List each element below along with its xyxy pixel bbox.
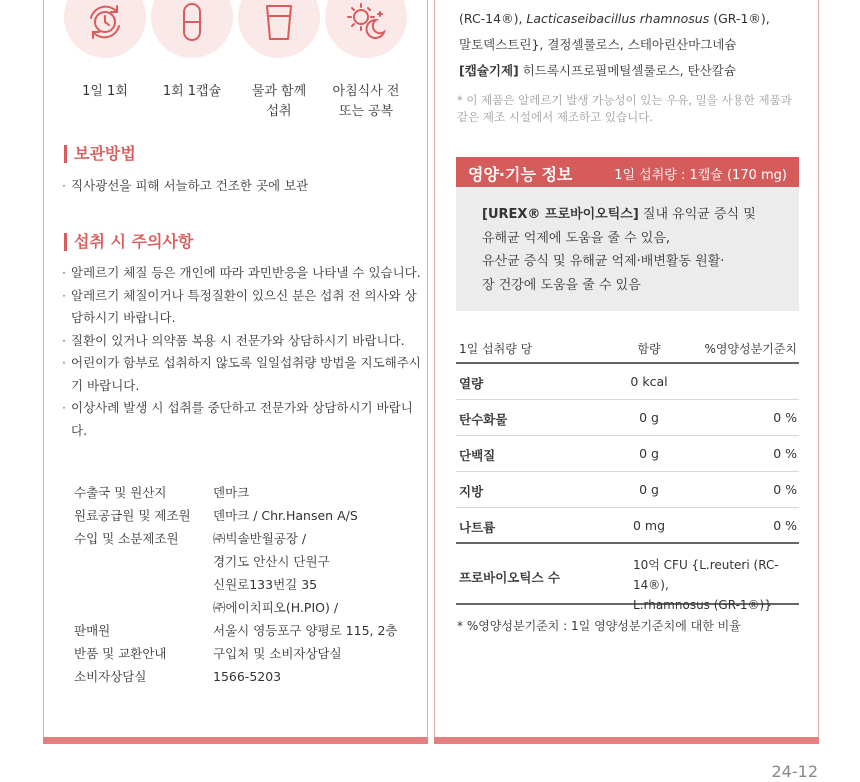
info-row bbox=[74, 642, 423, 665]
serving-size: 1일 섭취량 : 1캡슐 (170 mg) bbox=[614, 168, 787, 183]
usage-label: 아침식사 전 또는 공복 bbox=[332, 84, 400, 119]
bottom-bar bbox=[43, 737, 428, 744]
table-row bbox=[456, 436, 799, 472]
nutrient-amount: 0 g bbox=[639, 446, 659, 461]
info-row bbox=[74, 619, 423, 642]
usage-icon-circle bbox=[151, 0, 233, 58]
nutrient-pct: 0 % bbox=[773, 446, 797, 461]
nutrition-header bbox=[456, 157, 799, 187]
nutrient-name: 나트륨 bbox=[459, 520, 496, 535]
capsule-label: [캡슐기제] bbox=[459, 63, 519, 78]
nutrient-amount: 0 g bbox=[639, 410, 659, 425]
nutrition-title: 영양·기능 정보 bbox=[468, 165, 573, 184]
storage-title: 보관방법 bbox=[64, 145, 136, 163]
nutrient-name: 열량 bbox=[459, 376, 484, 391]
function-text: 질내 유익균 증식 및 유해균 억제에 도움을 줄 수 있음, 유산균 증식 및 유해균 억제·배변활동 원활· 장 건강에 도움을 줄 수 있음 bbox=[482, 207, 756, 293]
header-cell: %영양성분기준치 bbox=[704, 342, 797, 356]
info-key: 판매원 bbox=[74, 623, 111, 638]
info-value: ㈜빅솔반월공장 / 경기도 안산시 단원구 신원로133번길 35 ㈜에이치피오(H.PIO) / bbox=[213, 531, 339, 615]
caution-list bbox=[62, 262, 424, 442]
function-label: [UREX® 프로바이오틱스] bbox=[482, 207, 639, 222]
usage-label: 1회 1캡슐 bbox=[162, 84, 222, 99]
capsule-text: 히드록시프로필메틸셀룰로스, 탄산칼슘 bbox=[518, 63, 736, 78]
info-key: 수출국 및 원산지 bbox=[74, 485, 167, 500]
storage-list bbox=[62, 175, 424, 198]
nutrient-pct: 0 % bbox=[773, 482, 797, 497]
sun-moon-icon bbox=[346, 2, 386, 42]
nutrient-amount: 0 g bbox=[639, 482, 659, 497]
nutrient-pct: 0 % bbox=[773, 518, 797, 533]
footnote: * %영양성분기준치 : 1일 영양성분기준치에 대한 비율 bbox=[457, 619, 741, 633]
info-row bbox=[74, 504, 423, 527]
page-number: 24-12 bbox=[771, 762, 818, 781]
function-box bbox=[456, 187, 799, 311]
allergy-note: * 이 제품은 알레르기 발생 가능성이 있는 우유, 밀을 사용한 제품과 같은 제조 시설에서 제조하고 있습니다. bbox=[457, 93, 792, 124]
product-info-table bbox=[74, 481, 423, 688]
left-panel bbox=[43, 0, 428, 744]
info-value: 구입처 및 소비자상담실 bbox=[213, 646, 342, 661]
info-value: 1566-5203 bbox=[213, 669, 282, 684]
table-row bbox=[456, 472, 799, 508]
ingredients-line: 말토덱스트린}, 결정셀룰로스, 스테아린산마그네슘 bbox=[459, 37, 737, 52]
nutrient-name: 지방 bbox=[459, 484, 484, 499]
nutrient-amount: 0 kcal bbox=[630, 374, 668, 389]
info-key: 원료공급원 및 제조원 bbox=[74, 508, 191, 523]
nutrient-name: 단백질 bbox=[459, 448, 496, 463]
usage-icon-circle bbox=[325, 0, 407, 58]
bottom-bar bbox=[434, 737, 819, 744]
list-item: · 이상사례 발생 시 섭취를 중단하고 전문가와 상담하시기 바랍니다. bbox=[62, 397, 424, 442]
info-row bbox=[74, 665, 423, 688]
probiotics-label: 프로바이오틱스 수 bbox=[459, 570, 560, 585]
info-row bbox=[74, 481, 423, 504]
info-key: 반품 및 교환안내 bbox=[74, 646, 167, 661]
nutrient-amount: 0 mg bbox=[632, 518, 666, 533]
nutrient-name: 탄수화물 bbox=[459, 412, 508, 427]
table-row bbox=[456, 400, 799, 436]
header-cell: 1일 섭취량 당 bbox=[459, 342, 533, 356]
probiotics-row bbox=[456, 545, 799, 612]
list-item: · 질환이 있거나 의약품 복용 시 전문가와 상담하시기 바랍니다. bbox=[62, 330, 424, 353]
nutrition-table-header bbox=[456, 338, 799, 364]
ingredients-line: (GR-1®), bbox=[709, 11, 770, 26]
list-item: · 알레르기 체질 등은 개인에 따라 과민반응을 나타낼 수 있습니다. bbox=[62, 262, 424, 285]
probiotics-value: 10억 CFU {L.reuteri (RC-14®), L.rhamnosus (GR-1®)} bbox=[633, 558, 779, 612]
info-key: 소비자상담실 bbox=[74, 669, 147, 684]
usage-label: 1일 1회 bbox=[82, 84, 128, 99]
clock-cycle-icon bbox=[85, 2, 125, 42]
usage-icon-circle bbox=[238, 0, 320, 58]
usage-icon-circle bbox=[64, 0, 146, 58]
list-item: · 어린이가 함부로 섭취하지 않도록 일일섭취량 방법을 지도해주시기 바랍니다. bbox=[62, 352, 424, 397]
info-key: 수입 및 소분제조원 bbox=[74, 531, 179, 546]
info-value: 서울시 영등포구 양평로 115, 2층 bbox=[213, 623, 398, 638]
capsule-icon bbox=[172, 2, 212, 42]
ingredients-line: (RC-14®), bbox=[459, 11, 527, 26]
water-glass-icon bbox=[259, 2, 299, 42]
ingredients-italic: Lacticaseibacillus rhamnosus bbox=[526, 11, 710, 26]
info-row bbox=[74, 527, 423, 619]
caution-title: 섭취 시 주의사항 bbox=[64, 233, 193, 251]
nutrient-pct: 0 % bbox=[773, 410, 797, 425]
list-item: · 직사광선을 피해 서늘하고 건조한 곳에 보관 bbox=[62, 175, 424, 198]
usage-label: 물과 함께 섭취 bbox=[251, 84, 307, 119]
info-value: 덴마크 bbox=[213, 485, 250, 500]
info-value: 덴마크 / Chr.Hansen A/S bbox=[213, 508, 358, 523]
list-item: · 알레르기 체질이거나 특정질환이 있으신 분은 섭취 전 의사와 상담하시기 바랍니다. bbox=[62, 285, 424, 330]
ingredients-text bbox=[459, 6, 804, 84]
header-cell: 함량 bbox=[637, 342, 661, 356]
table-row bbox=[456, 508, 799, 544]
right-panel bbox=[434, 0, 819, 744]
table-row bbox=[456, 364, 799, 400]
